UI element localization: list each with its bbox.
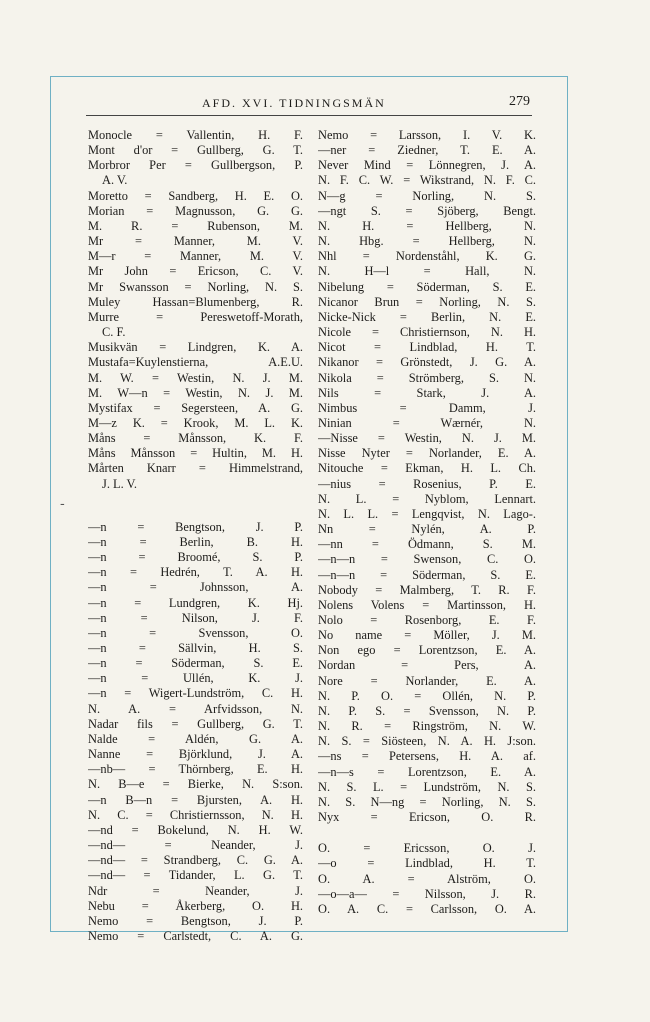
list-item: A. V. <box>102 173 128 188</box>
list-item: Nicole = Christiernson, N. H. <box>318 325 536 340</box>
list-item: O. = Ericsson, O. J. <box>318 841 536 856</box>
list-item: —nd = Bokelund, N. H. W. <box>88 822 303 837</box>
list-item: Nore = Norlander, E. A. <box>318 673 536 688</box>
list-item: Nobody = Malmberg, T. R. F. <box>318 582 536 597</box>
group-gap <box>88 492 303 520</box>
list-item: Nadar fils = Gullberg, G. T. <box>88 716 303 731</box>
left-group-m <box>88 128 303 492</box>
list-item: Nanne = Björklund, J. A. <box>88 747 303 762</box>
list-item: Nitouche = Ekman, H. L. Ch. <box>318 461 536 476</box>
list-item: Nibelung = Söderman, S. E. <box>318 279 536 294</box>
list-item: —n = Svensson, O. <box>88 625 303 640</box>
list-item: —n = Berlin, B. H. <box>88 534 303 549</box>
right-group-o <box>318 841 536 917</box>
list-item: M—z K. = Krook, M. L. K. <box>88 415 303 430</box>
list-item: Nolo = Rosenborg, E. F. <box>318 613 536 627</box>
list-item: N. S. L. = Lundström, N. S. <box>318 779 536 794</box>
list-item: N. L. L. = Lengqvist, N. Lago-. <box>318 506 536 521</box>
list-item: Nyx = Ericson, O. R. <box>318 810 536 825</box>
list-item: N. R. = Ringström, N. W. <box>318 719 536 734</box>
list-item: Nemo = Larsson, I. V. K. <box>318 128 536 142</box>
list-item: Nisse Nyter = Norlander, E. A. <box>318 446 536 461</box>
list-item: —n = Johnsson, A. <box>88 580 303 595</box>
list-item: Måns = Månsson, K. F. <box>88 431 303 446</box>
list-item: Non ego = Lorentzson, E. A. <box>318 643 536 658</box>
list-item: —n B—n = Bjursten, A. H. <box>88 792 303 807</box>
list-item: —n = Ullén, K. J. <box>88 671 303 686</box>
list-item: N. L. = Nyblom, Lennart. <box>318 491 536 506</box>
list-item: Mont d'or = Gullberg, G. T. <box>88 143 303 158</box>
list-item: Nicot = Lindblad, H. T. <box>318 340 536 355</box>
running-head: AFD. XVI. TIDNINGSMÄN <box>202 96 386 110</box>
list-item: Nemo = Carlstedt, C. A. G. <box>88 928 303 943</box>
list-item: —nd— = Neander, J. <box>88 838 303 853</box>
list-item: —o—a— = Nilsson, J. R. <box>318 886 536 901</box>
list-item: —nd— = Strandberg, C. G. A. <box>88 853 303 868</box>
list-item: N. C. = Christiernsson, N. H. <box>88 807 303 822</box>
list-item: J. L. V. <box>102 476 138 491</box>
list-item: N. Hbg. = Hellberg, N. <box>318 234 536 249</box>
list-item: Mr Swansson = Norling, N. S. <box>88 279 303 294</box>
page-header <box>86 94 532 114</box>
list-item: Nikola = Strömberg, S. N. <box>318 370 536 385</box>
list-item: Nimbus = Damm, J. <box>318 400 536 415</box>
list-item: Nemo = Bengtson, J. P. <box>88 913 303 928</box>
list-item: —n—s = Lorentzson, E. A. <box>318 764 536 779</box>
list-item: N—g = Norling, N. S. <box>318 188 536 203</box>
right-group-n <box>318 128 536 825</box>
list-item: No name = Möller, J. M. <box>318 628 536 643</box>
list-item: Mårten Knarr = Himmelstrand, <box>88 461 303 476</box>
list-item: Nolens Volens = Martinsson, H. <box>318 597 536 612</box>
list-item: —nb— = Thörnberg, E. H. <box>88 762 303 777</box>
list-item: —n = Hedrén, T. A. H. <box>88 565 303 580</box>
list-item: —n = Wigert-Lundström, C. H. <box>88 686 303 701</box>
list-item: M. W—n = Westin, N. J. M. <box>88 385 303 400</box>
list-item: —n = Bengtson, J. P. <box>88 519 303 534</box>
list-item: Måns Månsson = Hultin, M. H. <box>88 446 303 461</box>
list-item: N. A. = Arfvidsson, N. <box>88 701 303 716</box>
group-gap <box>318 825 536 841</box>
list-item: —n = Sällvin, H. S. <box>88 641 303 655</box>
left-column <box>88 128 303 944</box>
margin-mark: - <box>60 496 65 512</box>
list-item: M. R. = Rubenson, M. <box>88 218 303 233</box>
list-item: Never Mind = Lönnegren, J. A. <box>318 158 536 173</box>
list-item: Mystifax = Segersteen, A. G. <box>88 400 303 415</box>
list-item: Musikvän = Lindgren, K. A. <box>88 340 303 355</box>
list-item: Murre = Pereswetoff-Morath, <box>88 309 303 324</box>
list-item: Nikanor = Grönstedt, J. G. A. <box>318 355 536 370</box>
list-item: —o = Lindblad, H. T. <box>318 856 536 871</box>
list-item: —Nisse = Westin, N. J. M. <box>318 431 536 446</box>
list-item: N. S. N—ng = Norling, N. S. <box>318 794 536 809</box>
list-item: Nn = Nylén, A. P. <box>318 522 536 537</box>
page-number: 279 <box>509 94 530 109</box>
list-item: Morian = Magnusson, G. G. <box>88 203 303 218</box>
list-item: N. H. = Hellberg, N. <box>318 218 536 233</box>
list-item: N. B—e = Bierke, N. S:son. <box>88 777 303 792</box>
list-item: —n = Söderman, S. E. <box>88 656 303 671</box>
header-rule <box>86 115 532 116</box>
list-item: Morbror Per = Gullbergson, P. <box>88 158 303 173</box>
list-item: Nicke-Nick = Berlin, N. E. <box>318 309 536 324</box>
list-item: N. P. S. = Svensson, N. P. <box>318 703 536 718</box>
list-item: Ndr = Neander, J. <box>88 883 303 898</box>
list-item: Monocle = Vallentin, H. F. <box>88 128 303 142</box>
list-item: Muley Hassan=Blumenberg, R. <box>88 294 303 309</box>
list-item: —n—n = Swenson, C. O. <box>318 552 536 567</box>
list-item: N. P. O. = Ollén, N. P. <box>318 688 536 703</box>
list-item: —ngt S. = Sjöberg, Bengt. <box>318 203 536 218</box>
list-item: —nn = Ödmann, S. M. <box>318 537 536 552</box>
list-item: —n—n = Söderman, S. E. <box>318 567 536 582</box>
list-item: Mr = Manner, M. V. <box>88 234 303 249</box>
list-item: —nius = Rosenius, P. E. <box>318 476 536 491</box>
list-item: N. H—l = Hall, N. <box>318 264 536 279</box>
list-item: M—r = Manner, M. V. <box>88 249 303 264</box>
list-item: Ninian = Wærnér, N. <box>318 415 536 430</box>
list-item: Nordan = Pers, A. <box>318 658 536 673</box>
list-item: —n = Nilson, J. F. <box>88 610 303 625</box>
list-item: —n = Broomé, S. P. <box>88 550 303 565</box>
list-item: —nd— = Tidander, L. G. T. <box>88 868 303 883</box>
list-item: —ner = Ziedner, T. E. A. <box>318 143 536 158</box>
list-item: C. F. <box>102 325 126 340</box>
list-item: O. A. = Alström, O. <box>318 871 536 886</box>
list-item: O. A. C. = Carlsson, O. A. <box>318 901 536 916</box>
list-item: N. S. = Siösteen, N. A. H. J:son. <box>318 734 536 749</box>
list-item: Nhl = Nordenståhl, K. G. <box>318 249 536 264</box>
list-item: Moretto = Sandberg, H. E. O. <box>88 188 303 203</box>
list-item: Mr John = Ericson, C. V. <box>88 264 303 279</box>
list-item: N. F. C. W. = Wikstrand, N. F. C. <box>318 173 536 188</box>
list-item: Mustafa=Kuylenstierna, A.E.U. <box>88 355 303 370</box>
list-item: Nils = Stark, J. A. <box>318 385 536 400</box>
left-group-n <box>88 520 303 944</box>
right-column <box>318 128 536 917</box>
list-item: Nalde = Aldén, G. A. <box>88 731 303 746</box>
list-item: Nebu = Åkerberg, O. H. <box>88 898 303 913</box>
list-item: —ns = Petersens, H. A. af. <box>318 749 536 764</box>
list-item: Nicanor Brun = Norling, N. S. <box>318 294 536 309</box>
list-item: M. W. = Westin, N. J. M. <box>88 370 303 385</box>
list-item: —n = Lundgren, K. Hj. <box>88 595 303 610</box>
